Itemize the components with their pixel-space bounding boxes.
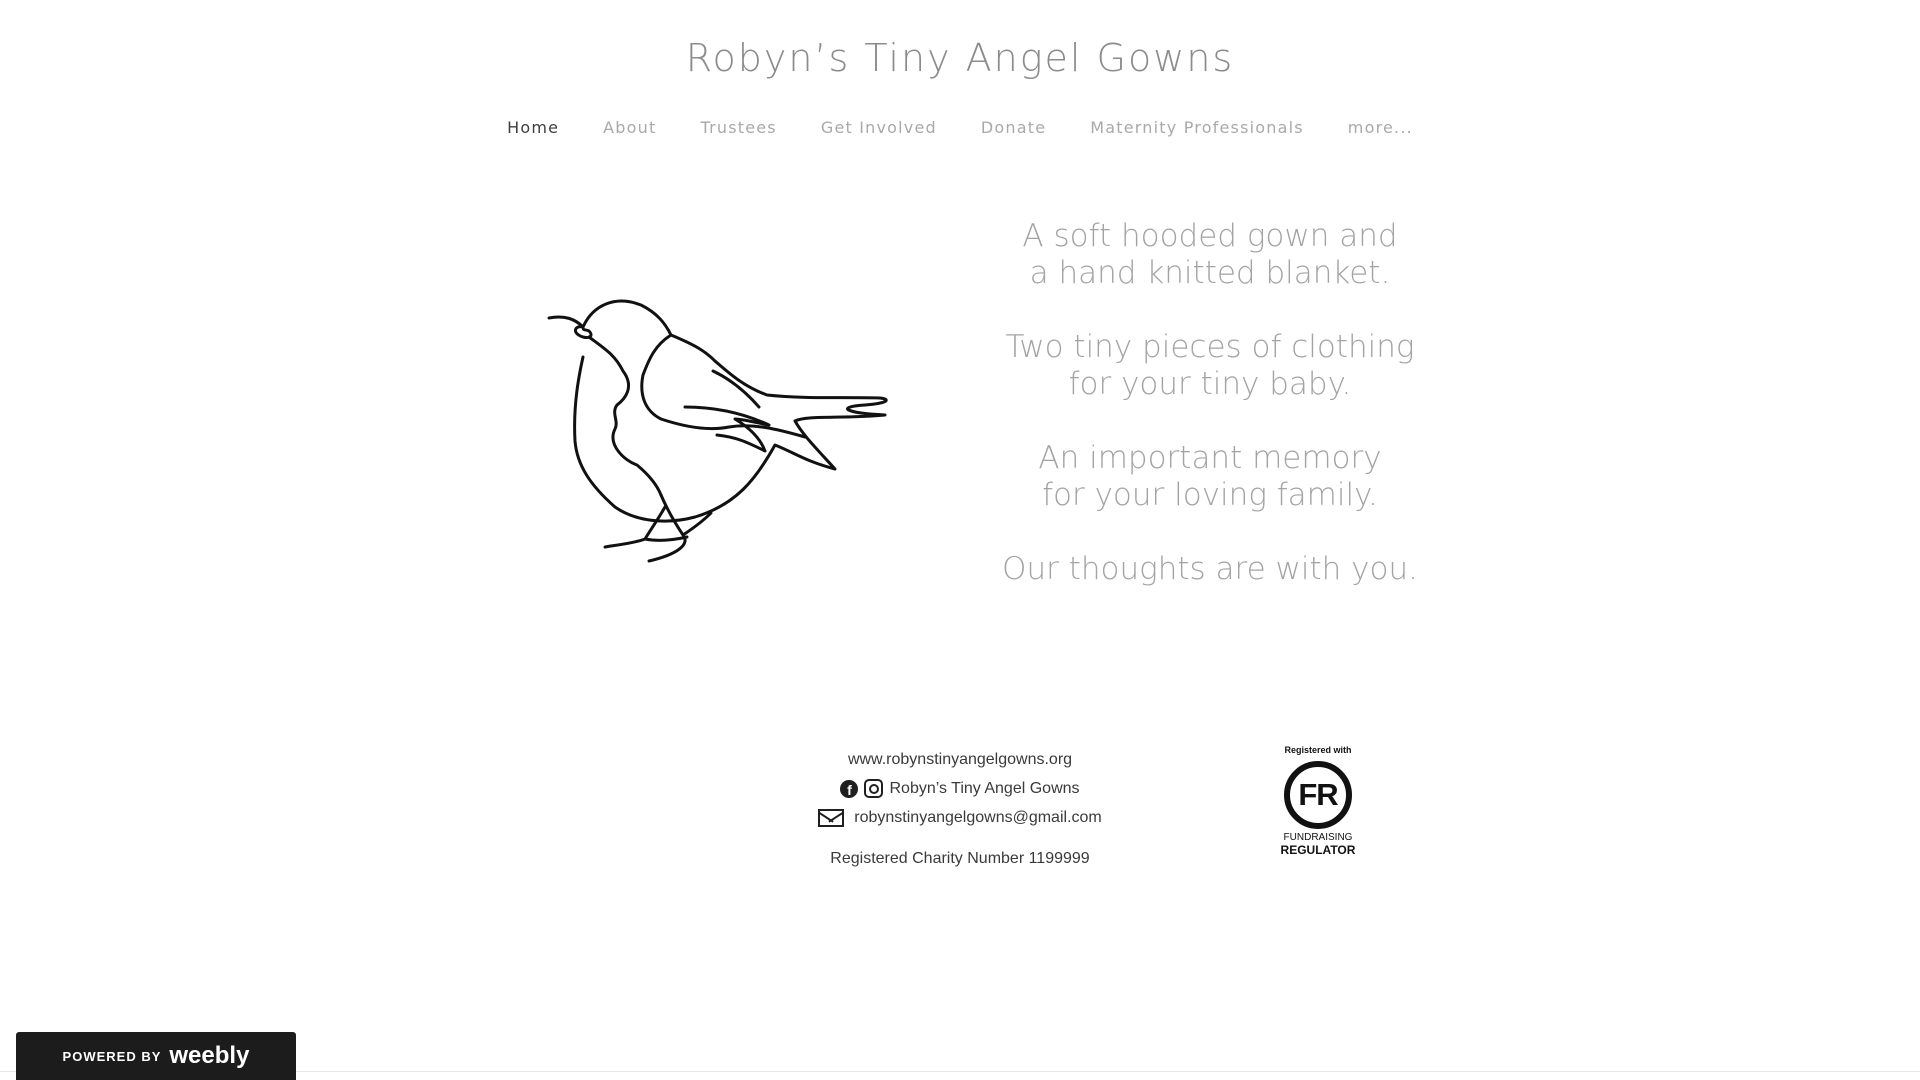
mail-icon bbox=[818, 809, 844, 827]
powered-by-weebly-button[interactable] bbox=[16, 1032, 296, 1080]
nav-item-about[interactable]: About bbox=[603, 118, 657, 137]
robin-illustration bbox=[545, 295, 935, 575]
contact-block bbox=[800, 745, 1120, 873]
charity-number-line bbox=[800, 844, 1120, 873]
nav-item-get-involved[interactable]: Get Involved bbox=[820, 118, 937, 137]
poem-line: for your loving family. bbox=[1042, 477, 1378, 513]
badge-regulator-text: REGULATOR bbox=[1280, 843, 1356, 857]
fundraising-regulator-badge bbox=[1270, 745, 1366, 857]
instagram-icon bbox=[864, 779, 883, 798]
email-text: robynstinyangelgowns@gmail.com bbox=[854, 809, 1102, 826]
poem-text bbox=[990, 218, 1430, 625]
badge-fundraising-text: FUNDRAISING bbox=[1283, 832, 1353, 843]
website-text: www.robynstinyangelgowns.org bbox=[847, 751, 1073, 768]
nav-item-maternity-professionals[interactable]: Maternity Professionals bbox=[1090, 118, 1304, 137]
weebly-logo: weebly bbox=[169, 1042, 250, 1069]
facebook-icon: f bbox=[840, 780, 858, 798]
nav-item-home[interactable]: Home bbox=[507, 118, 560, 137]
charity-number: Registered Charity Number 1199999 bbox=[830, 850, 1090, 867]
poem-line: a hand knitted blanket. bbox=[1029, 255, 1391, 291]
fr-logo-icon: FR bbox=[1284, 761, 1352, 829]
nav-item-more[interactable]: more... bbox=[1347, 118, 1413, 137]
nav-item-trustees[interactable]: Trustees bbox=[700, 118, 777, 137]
poem-line: A soft hooded gown and bbox=[1022, 218, 1398, 254]
poem-line: for your tiny baby. bbox=[1068, 366, 1352, 402]
poem-stanza-3 bbox=[990, 440, 1430, 514]
site-title[interactable]: Robyn’s Tiny Angel Gowns bbox=[685, 36, 1235, 80]
social-label: Robyn’s Tiny Angel Gowns bbox=[889, 780, 1080, 797]
social-line bbox=[800, 774, 1120, 803]
website-line bbox=[800, 745, 1120, 774]
badge-registered-text: Registered with bbox=[1284, 745, 1352, 755]
nav-item-donate[interactable]: Donate bbox=[980, 118, 1047, 137]
poem-line: Our thoughts are with you. bbox=[1002, 551, 1418, 587]
powered-by-text: POWERED BY bbox=[62, 1048, 162, 1064]
poem-stanza-4 bbox=[990, 551, 1430, 588]
poem-stanza-1 bbox=[990, 218, 1430, 292]
main-nav bbox=[0, 118, 1920, 137]
poem-stanza-2 bbox=[990, 329, 1430, 403]
poem-line: An important memory bbox=[1038, 440, 1382, 476]
poem-line: Two tiny pieces of clothing bbox=[1005, 329, 1415, 365]
email-line bbox=[800, 803, 1120, 832]
